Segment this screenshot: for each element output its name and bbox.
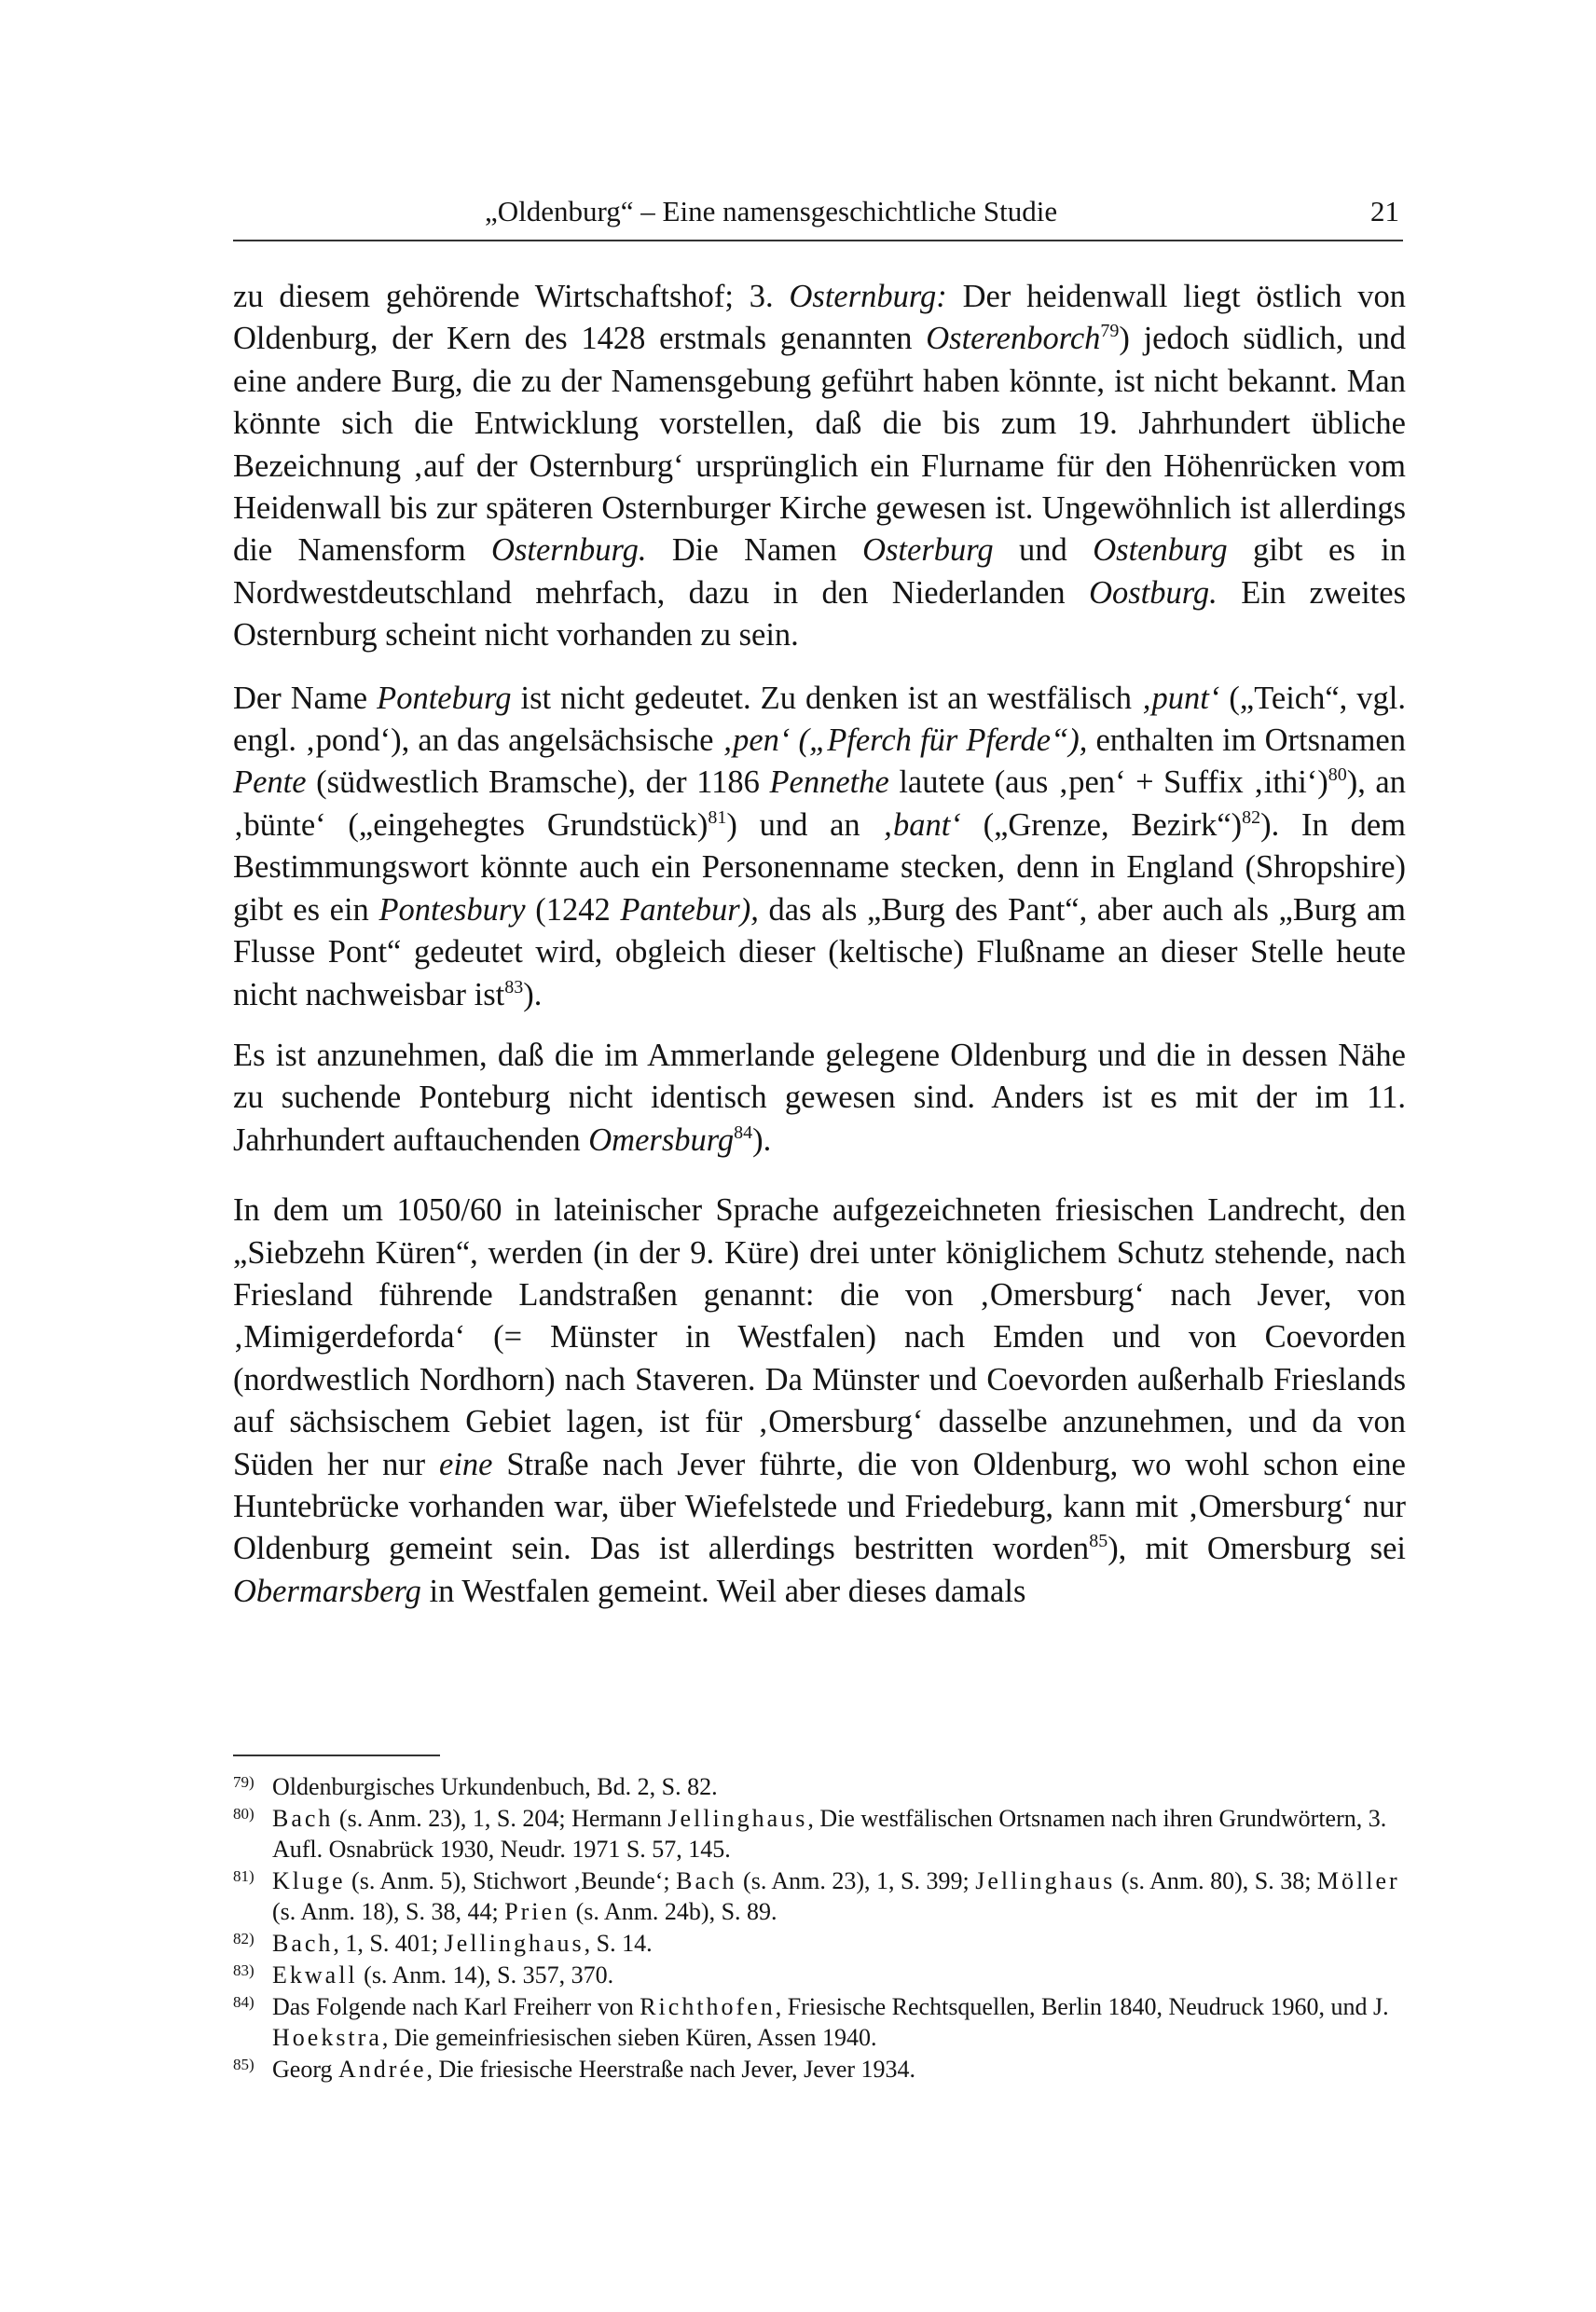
footnote-79: 79) Oldenburgisches Urkundenbuch, Bd. 2, S. 82. [233, 1773, 718, 1800]
footnote-ref-79[interactable]: 79 [1100, 321, 1120, 342]
paragraph-omersburg-intro: Es ist anzunehmen, daß die im Ammerlande gelegene Oldenburg und die in dessen Nähe zu suchende Ponteburg nicht identisch gewesen sind. Anders ist es mit der im 11. Jahrhundert auftauchenden Omersburg$^{84}$). [233, 1037, 1406, 1158]
footnote-number: 79) [233, 1773, 255, 1791]
running-title: „Oldenburg“ – Eine namensgeschichtliche Studie [485, 195, 1058, 227]
footnote-ref-80[interactable]: 80 [1328, 764, 1347, 786]
paragraph-siebzehn-kueren: In dem um 1050/60 in lateinischer Sprache aufgezeichneten friesischen Landrecht, den „Siebzehn Küren“, werden (in der 9. Küre) drei unter königlichem Schutz stehende, nach Friesland führende Landstraßen genannt: die von ‚Omersburg‘ nach Jever, von ‚Mimigerdeforda‘ (= Münster in Westfalen) nach Emden und von Coevorden (nordwestlich Nordhorn) nach Staveren. Da Münster und Coevorden außerhalb Frieslands auf sächsischem Gebiet lagen, ist für ‚Omersburg‘ dasselbe anzunehmen, und da von Süden her nur eine Straße nach Jever führte, die von Oldenburg, wo wohl schon eine Huntebrücke vorhanden war, über Wiefelstede und Friedeburg, kann mit ‚Omersburg‘ nur Oldenburg gemeint sein. Das ist allerdings bestritten worden$^{85}$), mit Omersburg sei Obermarsberg in Westfalen gemeint. Weil aber dieses damals [233, 1192, 1406, 1609]
footnote-ref-81[interactable]: 81 [708, 806, 727, 828]
footnote-number: 82) [233, 1930, 255, 1947]
footnote-divider [233, 1755, 440, 1756]
footnote-ref-84[interactable]: 84 [734, 1122, 753, 1143]
footnote-number: 81) [233, 1867, 255, 1885]
page-number: 21 [1370, 195, 1399, 227]
footnote-80: 80) Bach (s. Anm. 23), 1, S. 204; Hermann Jellinghaus, Die westfälischen Ortsnamen nach ihren Grundwörtern, 3. Aufl. Osnabrück 1930, Neudr. 1971 S. 57, 145. [233, 1805, 1387, 1863]
footnote-ref-85[interactable]: 85 [1089, 1531, 1108, 1552]
footnote-ref-83[interactable]: 83 [504, 976, 524, 998]
footnote-number: 84) [233, 1993, 255, 2011]
footnote-84: 84) Das Folgende nach Karl Freiherr von Richthofen, Friesische Rechtsquellen, Berlin 1840, Neudruck 1960, und J. Hoekstra, Die gemeinfriesischen sieben Küren, Assen 1940. [233, 1993, 1389, 2051]
footnote-number: 85) [233, 2056, 255, 2073]
footnote-number: 83) [233, 1961, 255, 1979]
footnote-83: 83) Ekwall (s. Anm. 14), S. 357, 370. [233, 1961, 614, 1989]
footnote-82: 82) Bach, 1, S. 401; Jellinghaus, S. 14. [233, 1930, 653, 1957]
footnote-ref-82[interactable]: 82 [1242, 806, 1261, 828]
running-header [233, 191, 1403, 241]
paragraph-ponteburg: Der Name Ponteburg ist nicht gedeutet. Zu denken ist an westfälisch ‚punt‘ („Teich“, vgl. engl. ‚pond‘), an das angelsächsische ‚pen‘ („Pferch für Pferde“), enthalten im Ortsnamen Pente (südwestlich Bramsche), der 1186 Pennethe lautete (aus ‚pen‘ + Suffix ‚ithi‘)$^{80}$), an ‚bünte‘ („eingehegtes Grundstück)$^{81}$) und an ‚bant‘ („Grenze, Bezirk“)$^{82}$). In dem Bestimmungswort könnte auch ein Personenname stecken, denn in England (Shropshire) gibt es ein Pontesbury (1242 Pantebur), das als „Burg des Pant“, aber auch als „Burg am Flusse Pont“ gedeutet wird, obgleich dieser (keltische) Flußname an dieser Stelle heute nicht nachweisbar ist$^{83}$). [233, 680, 1407, 1012]
footnote-number: 80) [233, 1805, 255, 1823]
footnotes [233, 1771, 1406, 2085]
body-text [233, 276, 1406, 1630]
footnote-81: 81) Kluge (s. Anm. 5), Stichwort ‚Beunde‘; Bach (s. Anm. 23), 1, S. 399; Jellinghaus (s. Anm. 80), S. 38; Möller (s. Anm. 18), S. 38, 44; Prien (s. Anm. 24b), S. 89. [233, 1867, 1400, 1925]
paragraph-osternburg: zu diesem gehörende Wirtschaftshof; 3. Osternburg: Der heidenwall liegt östlich von Oldenburg, der Kern des 1428 erstmals genannten Osterenborch$^{79}$) jedoch südlich, und eine andere Burg, die zu der Namensgebung geführt haben könnte, ist nicht bekannt. Man könnte sich die Entwicklung vorstellen, daß die bis zum 19. Jahrhundert übliche Bezeichnung ‚auf der Osternburg‘ ursprünglich ein Flurname für den Höhenrücken vom Heidenwall bis zur späteren Osternburger Kirche gewesen ist. Ungewöhnlich ist allerdings die Namensform Osternburg. Die Namen Osterburg und Ostenburg gibt es in Nordwestdeutschland mehrfach, dazu in den Niederlanden Oostburg. Ein zweites Osternburg scheint nicht vorhanden zu sein. [233, 279, 1407, 654]
footnote-85: 85) Georg Andrée, Die friesische Heerstraße nach Jever, Jever 1934. [233, 2056, 916, 2083]
